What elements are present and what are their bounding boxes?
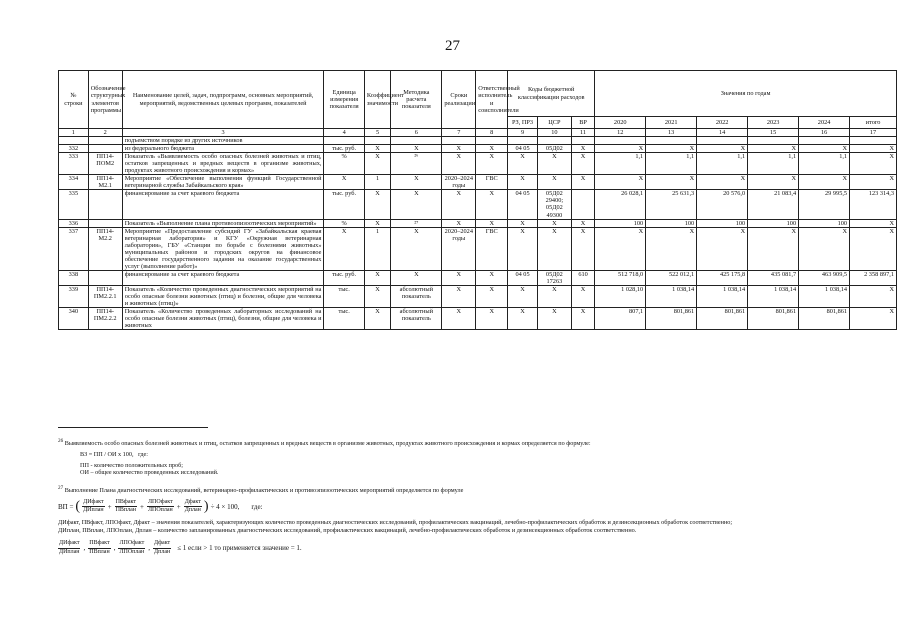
row-rz: 04 05 bbox=[508, 270, 538, 285]
row-value-2024 bbox=[799, 137, 850, 145]
row-terms: Х bbox=[442, 308, 476, 330]
row-terms: 2020–2024 годы bbox=[442, 175, 476, 190]
row-unit: % bbox=[324, 219, 364, 227]
row-value-2022: Х bbox=[697, 227, 748, 270]
row-coef bbox=[364, 137, 391, 145]
row-rz: Х bbox=[508, 175, 538, 190]
row-vr: Х bbox=[571, 285, 594, 307]
row-coef: Х bbox=[364, 190, 391, 219]
row-value-2021: Х bbox=[646, 227, 697, 270]
row-number: 340 bbox=[59, 308, 89, 330]
numerator: Дфакт bbox=[153, 540, 171, 549]
row-value-2024: 29 995,5 bbox=[799, 190, 850, 219]
row-rz: 04 05 bbox=[508, 145, 538, 153]
header-codes: Коды бюджетной классификации расходов bbox=[508, 71, 595, 117]
definition: ДИплан, ПВплан, ЛПОплан, Дплан – количество запланированных диагностических исследований, профилактических вакцинаций, лечебно-профилактических обработок и дезинсекционных обработок соответственно. bbox=[58, 526, 637, 534]
row-responsible: ГВС bbox=[476, 175, 508, 190]
row-rz: 04 05 bbox=[508, 190, 538, 219]
row-name: Показатель «Количество проведенных лабораторных исследований на особо опасные болезни животных (птиц), болезни, общие для человека и животных bbox=[122, 308, 324, 330]
row-value-2021: 522 012,1 bbox=[646, 270, 697, 285]
row-terms: Х bbox=[442, 285, 476, 307]
col-number: 12 bbox=[595, 129, 646, 137]
formula-tail: ÷ 4 × 100, bbox=[210, 502, 240, 511]
row-terms: Х bbox=[442, 153, 476, 175]
comma: , bbox=[83, 544, 86, 552]
row-responsible: Х bbox=[476, 219, 508, 227]
condition-text: ≤ 1 если > 1 то применяется значение = 1. bbox=[177, 544, 302, 552]
numerator: Дфакт bbox=[184, 499, 202, 508]
row-rz: Х bbox=[508, 308, 538, 330]
row-csr: Х bbox=[537, 175, 571, 190]
row-designation: ПП14-М2.2 bbox=[88, 227, 122, 270]
row-total: Х bbox=[850, 219, 897, 227]
header-designation: Обозначение структурных элементов программы bbox=[88, 71, 122, 129]
row-value-2024: 100 bbox=[799, 219, 850, 227]
row-terms bbox=[442, 137, 476, 145]
footnotes bbox=[58, 427, 897, 560]
row-value-2022: 425 175,8 bbox=[697, 270, 748, 285]
table-row bbox=[59, 219, 897, 227]
definition: ПП - количество положительных проб; bbox=[80, 461, 183, 469]
row-method: Х bbox=[391, 270, 442, 285]
row-designation: ПП14-ПМ2.2.1 bbox=[88, 285, 122, 307]
row-responsible: Х bbox=[476, 145, 508, 153]
row-value-2020: 100 bbox=[595, 219, 646, 227]
row-value-2020: 807,1 bbox=[595, 308, 646, 330]
row-total bbox=[850, 137, 897, 145]
table-row bbox=[59, 153, 897, 175]
paren-open: ( bbox=[75, 498, 81, 514]
row-method: ²⁶ bbox=[391, 153, 442, 175]
col-number: 8 bbox=[476, 129, 508, 137]
row-number: 338 bbox=[59, 270, 89, 285]
row-total: 123 314,3 bbox=[850, 190, 897, 219]
row-value-2024: 463 909,5 bbox=[799, 270, 850, 285]
comma: , bbox=[148, 544, 151, 552]
row-value-2022: 1,1 bbox=[697, 153, 748, 175]
row-designation bbox=[88, 219, 122, 227]
col-number: 1 bbox=[59, 129, 89, 137]
row-number: 334 bbox=[59, 175, 89, 190]
fraction bbox=[115, 499, 137, 515]
row-designation bbox=[88, 190, 122, 219]
header-csr: ЦСР bbox=[537, 117, 571, 129]
column-number-row bbox=[59, 129, 897, 137]
header-2023: 2023 bbox=[748, 117, 799, 129]
row-csr: Х bbox=[537, 308, 571, 330]
where-label: где: bbox=[251, 502, 263, 511]
col-number: 4 bbox=[324, 129, 364, 137]
col-number: 5 bbox=[364, 129, 391, 137]
row-coef: Х bbox=[364, 219, 391, 227]
footnote-mark: 26 bbox=[58, 438, 64, 444]
denominator: ПВплан bbox=[115, 507, 136, 514]
footnote-mark: 27 bbox=[58, 485, 64, 492]
row-method: ²⁷ bbox=[391, 219, 442, 227]
col-number: 15 bbox=[748, 129, 799, 137]
row-value-2024: Х bbox=[799, 145, 850, 153]
row-responsible: Х bbox=[476, 308, 508, 330]
col-number: 6 bbox=[391, 129, 442, 137]
comma: , bbox=[113, 544, 116, 552]
fraction bbox=[147, 499, 174, 515]
row-total: Х bbox=[850, 153, 897, 175]
plus-sign: + bbox=[107, 502, 112, 511]
row-unit: Х bbox=[324, 175, 364, 190]
row-terms: Х bbox=[442, 219, 476, 227]
row-total: Х bbox=[850, 227, 897, 270]
row-value-2023: 1 038,14 bbox=[748, 285, 799, 307]
row-value-2023: 435 081,7 bbox=[748, 270, 799, 285]
row-name: Мероприятие «Обеспечение выполнения функций Государственной ветеринарной службы Забайкальского края» bbox=[122, 175, 324, 190]
row-value-2021 bbox=[646, 137, 697, 145]
formula-block bbox=[58, 499, 897, 515]
definition: ОИ – общее количество проведенных исследований. bbox=[80, 469, 219, 477]
table-row bbox=[59, 308, 897, 330]
denominator: ЛПОплан bbox=[119, 548, 145, 555]
row-value-2023: Х bbox=[748, 175, 799, 190]
row-value-2023: Х bbox=[748, 227, 799, 270]
program-table bbox=[58, 70, 897, 330]
header-2020: 2020 bbox=[595, 117, 646, 129]
row-method: абсолютный показатель bbox=[391, 308, 442, 330]
where-label: где: bbox=[138, 450, 148, 458]
row-value-2021: 1,1 bbox=[646, 153, 697, 175]
row-method: Х bbox=[391, 145, 442, 153]
row-vr: Х bbox=[571, 227, 594, 270]
numerator: ДИфакт bbox=[58, 540, 80, 549]
denominator: ПВплан bbox=[89, 548, 110, 555]
row-designation: ПП14-М2.1 bbox=[88, 175, 122, 190]
row-unit: тыс. bbox=[324, 308, 364, 330]
row-value-2021: 1 038,14 bbox=[646, 285, 697, 307]
table-row bbox=[59, 270, 897, 285]
row-value-2023 bbox=[748, 137, 799, 145]
condition-block bbox=[58, 540, 897, 556]
row-csr: Х bbox=[537, 219, 571, 227]
row-coef: Х bbox=[364, 153, 391, 175]
row-terms: Х bbox=[442, 190, 476, 219]
row-value-2020 bbox=[595, 137, 646, 145]
row-designation bbox=[88, 137, 122, 145]
table-row bbox=[59, 137, 897, 145]
row-value-2022: 1 038,14 bbox=[697, 285, 748, 307]
row-designation: ПП14-ПМ2.2.2 bbox=[88, 308, 122, 330]
row-method bbox=[391, 137, 442, 145]
col-number: 10 bbox=[537, 129, 571, 137]
table-row bbox=[59, 145, 897, 153]
row-designation bbox=[88, 270, 122, 285]
row-value-2023: 801,861 bbox=[748, 308, 799, 330]
col-number: 9 bbox=[508, 129, 538, 137]
row-value-2023: Х bbox=[748, 145, 799, 153]
row-name: Показатель «Выполнение плана противоэпизоотических мероприятий» bbox=[122, 219, 324, 227]
row-vr: Х bbox=[571, 219, 594, 227]
row-designation: ПП14-ПОМ2 bbox=[88, 153, 122, 175]
row-rz: Х bbox=[508, 219, 538, 227]
row-value-2020: 512 718,0 bbox=[595, 270, 646, 285]
fraction bbox=[82, 499, 105, 515]
header-vr: ВР bbox=[571, 117, 594, 129]
paren-close: ) bbox=[203, 498, 209, 514]
row-number: 339 bbox=[59, 285, 89, 307]
numerator: ЛПОфакт bbox=[118, 540, 145, 549]
row-unit: тыс. bbox=[324, 285, 364, 307]
row-unit: тыс. руб. bbox=[324, 270, 364, 285]
row-unit: тыс. руб. bbox=[324, 145, 364, 153]
row-value-2023: 1,1 bbox=[748, 153, 799, 175]
row-coef: 1 bbox=[364, 175, 391, 190]
row-value-2021: 100 bbox=[646, 219, 697, 227]
header-values: Значения по годам bbox=[595, 71, 897, 117]
row-responsible bbox=[476, 137, 508, 145]
row-responsible: Х bbox=[476, 153, 508, 175]
table-row bbox=[59, 227, 897, 270]
col-number: 3 bbox=[122, 129, 324, 137]
row-unit: Х bbox=[324, 227, 364, 270]
denominator: ДИплан bbox=[59, 548, 80, 555]
row-value-2020: Х bbox=[595, 227, 646, 270]
col-number: 16 bbox=[799, 129, 850, 137]
row-vr bbox=[571, 137, 594, 145]
fraction bbox=[184, 499, 202, 515]
header-coef: Коэффициент значимости bbox=[364, 71, 391, 129]
row-value-2020: 1 028,10 bbox=[595, 285, 646, 307]
row-number: 336 bbox=[59, 219, 89, 227]
row-value-2024: Х bbox=[799, 175, 850, 190]
page-number: 27 bbox=[445, 38, 460, 54]
fraction bbox=[118, 540, 145, 556]
row-value-2022: 801,861 bbox=[697, 308, 748, 330]
row-terms: Х bbox=[442, 270, 476, 285]
table-row bbox=[59, 175, 897, 190]
row-rz: Х bbox=[508, 227, 538, 270]
row-total: Х bbox=[850, 145, 897, 153]
row-number: 333 bbox=[59, 153, 89, 175]
numerator: ЛПОфакт bbox=[147, 499, 174, 508]
row-value-2021: 801,861 bbox=[646, 308, 697, 330]
row-vr: 610 bbox=[571, 270, 594, 285]
col-number: 13 bbox=[646, 129, 697, 137]
denominator: Дплан bbox=[184, 507, 201, 514]
row-name: подъемством порядке из других источников bbox=[122, 137, 324, 145]
denominator: ЛПОплан bbox=[147, 507, 173, 514]
header-total: итого bbox=[850, 117, 897, 129]
col-number: 7 bbox=[442, 129, 476, 137]
row-method: Х bbox=[391, 175, 442, 190]
row-value-2024: 1,1 bbox=[799, 153, 850, 175]
row-vr: Х bbox=[571, 145, 594, 153]
row-designation bbox=[88, 145, 122, 153]
header-method: Методика расчета показателя bbox=[391, 71, 442, 129]
row-responsible: Х bbox=[476, 190, 508, 219]
row-value-2022 bbox=[697, 137, 748, 145]
row-value-2020: Х bbox=[595, 145, 646, 153]
row-csr: Х bbox=[537, 153, 571, 175]
row-csr bbox=[537, 137, 571, 145]
header-unit: Единица измерения показателя bbox=[324, 71, 364, 129]
formula: ВЗ = ПП / ОИ х 100, bbox=[80, 450, 134, 458]
footnote-rule bbox=[58, 427, 208, 428]
row-value-2021: 25 631,3 bbox=[646, 190, 697, 219]
row-coef: Х bbox=[364, 285, 391, 307]
numerator: ПВфакт bbox=[88, 540, 110, 549]
row-responsible: Х bbox=[476, 285, 508, 307]
col-number: 2 bbox=[88, 129, 122, 137]
header-rz: РЗ, ПР3 bbox=[508, 117, 538, 129]
plus-sign: + bbox=[176, 502, 181, 511]
row-number: 332 bbox=[59, 145, 89, 153]
numerator: ПВфакт bbox=[115, 499, 137, 508]
formula-lhs: ВП = bbox=[58, 502, 74, 511]
header-responsible: Ответственный исполнитель и соисполнители bbox=[476, 71, 508, 129]
table-row bbox=[59, 285, 897, 307]
col-number: 17 bbox=[850, 129, 897, 137]
row-unit: тыс. руб. bbox=[324, 190, 364, 219]
row-csr: 05Д02 17263 bbox=[537, 270, 571, 285]
row-coef: Х bbox=[364, 308, 391, 330]
row-value-2021: Х bbox=[646, 145, 697, 153]
row-number: 337 bbox=[59, 227, 89, 270]
col-number: 11 bbox=[571, 129, 594, 137]
row-number: 335 bbox=[59, 190, 89, 219]
row-responsible: ГВС bbox=[476, 227, 508, 270]
row-total: 2 358 897,1 bbox=[850, 270, 897, 285]
header-2021: 2021 bbox=[646, 117, 697, 129]
fraction bbox=[153, 540, 171, 556]
row-value-2020: 1,1 bbox=[595, 153, 646, 175]
table-row bbox=[59, 190, 897, 219]
row-name: финансирование за счет краевого бюджета bbox=[122, 270, 324, 285]
row-vr bbox=[571, 190, 594, 219]
row-value-2021: Х bbox=[646, 175, 697, 190]
header-terms: Сроки реализации bbox=[442, 71, 476, 129]
row-method: Х bbox=[391, 190, 442, 219]
row-name: Мероприятие «Предоставление субсидий ГУ «Забайкальская краевая ветеринарная лаборатория» и КГУ «Окружная ветеринарная лаборатория», ГБУ «Станции по борьбе с болезнями животных» муниципальных районов и городских округов на финансовое обеспечение государственного задания на оказание государственных услуг (выполнение работ)» bbox=[122, 227, 324, 270]
footnote-text: Выявляемость особо опасных болезней животных и птиц, остатков запрещенных и вредных веществ в организме животных, продуктах животного происхождения и кормах определяется по формуле: bbox=[64, 440, 591, 448]
col-number: 14 bbox=[697, 129, 748, 137]
header-2022: 2022 bbox=[697, 117, 748, 129]
row-value-2022: 100 bbox=[697, 219, 748, 227]
plus-sign: + bbox=[139, 502, 144, 511]
row-value-2022: Х bbox=[697, 145, 748, 153]
denominator: Дплан bbox=[154, 548, 171, 555]
row-method: абсолютный показатель bbox=[391, 285, 442, 307]
row-vr: Х bbox=[571, 175, 594, 190]
row-total: Х bbox=[850, 175, 897, 190]
row-csr: Х bbox=[537, 285, 571, 307]
footnote-26 bbox=[58, 438, 897, 477]
row-method: Х bbox=[391, 227, 442, 270]
definition: ДИфакт, ПВфакт, ЛПОфакт, Дфакт – значения показателей, характеризующих количество проведенных диагностических исследований, профилактических вакцинаций, лечебно-профилактических обработок и дезинсекционных обработок соответственно; bbox=[58, 518, 733, 526]
row-coef: 1 bbox=[364, 227, 391, 270]
fraction bbox=[58, 540, 81, 556]
row-value-2024: 1 038,14 bbox=[799, 285, 850, 307]
row-value-2024: 801,861 bbox=[799, 308, 850, 330]
row-unit bbox=[324, 137, 364, 145]
row-total: Х bbox=[850, 285, 897, 307]
row-csr: 05Д02 bbox=[537, 145, 571, 153]
row-coef: Х bbox=[364, 145, 391, 153]
row-csr: 05Д02 29400; 05Д02 49300 bbox=[537, 190, 571, 219]
row-value-2022: Х bbox=[697, 175, 748, 190]
row-number bbox=[59, 137, 89, 145]
row-coef: Х bbox=[364, 270, 391, 285]
footnote-27 bbox=[58, 485, 897, 556]
denominator: ДИплан bbox=[83, 507, 104, 514]
row-terms: Х bbox=[442, 145, 476, 153]
row-vr: Х bbox=[571, 153, 594, 175]
row-name: финансирование за счет краевого бюджета bbox=[122, 190, 324, 219]
row-value-2024: Х bbox=[799, 227, 850, 270]
row-rz bbox=[508, 137, 538, 145]
row-value-2023: 100 bbox=[748, 219, 799, 227]
row-terms: 2020–2024 годы bbox=[442, 227, 476, 270]
row-name: Показатель «Выявляемость особо опасных болезней животных и птиц, остатков запрещенных и вредных веществ в организме животных, продуктах животного происхождения и кормах» bbox=[122, 153, 324, 175]
numerator: ДИфакт bbox=[82, 499, 104, 508]
header-2024: 2024 bbox=[799, 117, 850, 129]
row-vr: Х bbox=[571, 308, 594, 330]
row-total: Х bbox=[850, 308, 897, 330]
header-name: Наименование целей, задач, подпрограмм, основных мероприятий, мероприятий, ведомственных целевых программ, показателей bbox=[122, 71, 324, 129]
fraction bbox=[88, 540, 110, 556]
row-value-2022: 20 576,0 bbox=[697, 190, 748, 219]
row-csr: Х bbox=[537, 227, 571, 270]
footnote-text: Выполнение Плана диагностических исследований, ветеринарно-профилактических и противоэпизоотических мероприятий определяется по формуле bbox=[64, 487, 464, 495]
row-name: Показатель «Количество проведенных диагностических мероприятий на особо опасные болезни животных (птиц) и болезни, общие для человека и животных (птиц)» bbox=[122, 285, 324, 307]
row-responsible: Х bbox=[476, 270, 508, 285]
row-rz: Х bbox=[508, 285, 538, 307]
row-value-2020: Х bbox=[595, 175, 646, 190]
row-value-2020: 26 028,1 bbox=[595, 190, 646, 219]
row-unit: % bbox=[324, 153, 364, 175]
row-rz: Х bbox=[508, 153, 538, 175]
row-value-2023: 21 083,4 bbox=[748, 190, 799, 219]
row-name: из федерального бюджета bbox=[122, 145, 324, 153]
header-num: № строки bbox=[59, 71, 89, 129]
